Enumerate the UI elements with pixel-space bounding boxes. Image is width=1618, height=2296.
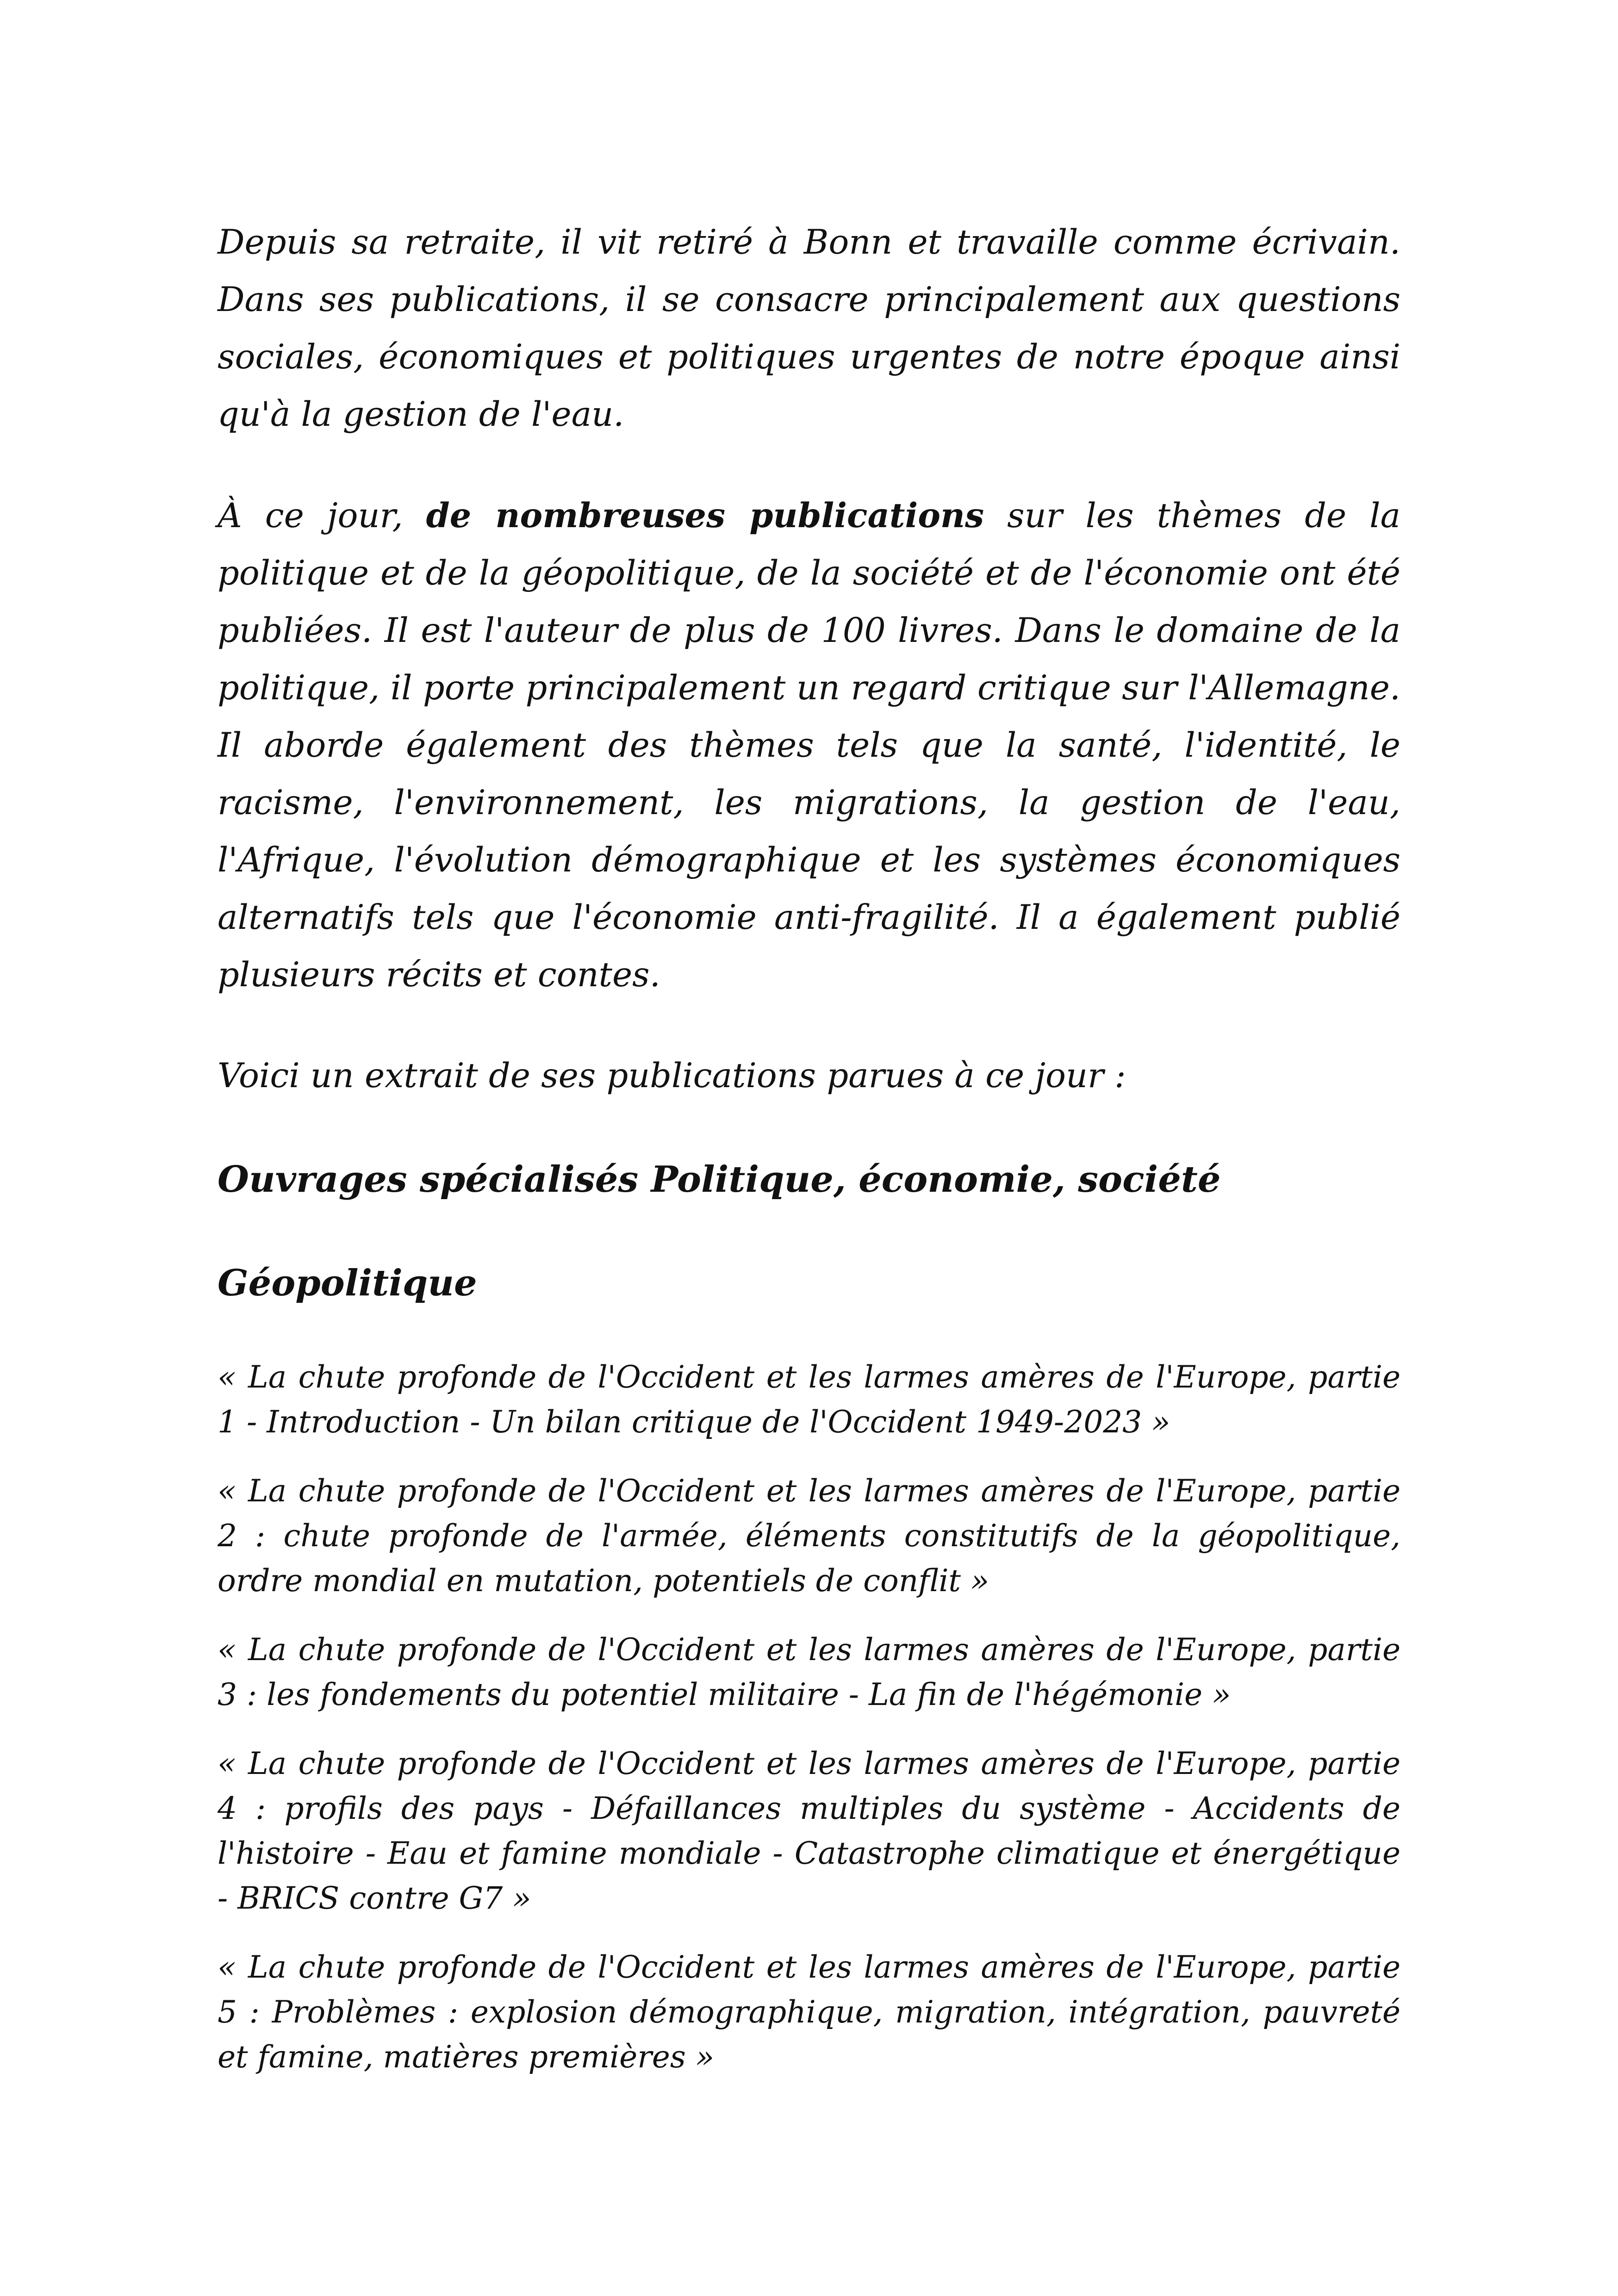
paragraph-publications-rest: sur les thèmes de la politique et de la géopolitique, de la société et de l'économie ont été publiées. Il est l'auteur de plus de 100 livres. Dans le domaine de la politique, il porte principalement un regard critique sur l'Allemagne. Il aborde également des thèmes tels que la santé, l'identité, le racisme, l'environnement, les migrations, la gestion de l'eau, l'Afrique, l'évolution démographique et les systèmes économiques alternatifs tels que l'économie anti-fragilité. Il a également publié plusieurs récits et contes. bbox=[218, 496, 1400, 995]
paragraph-publications-lead: À ce jour, bbox=[218, 496, 426, 535]
document-page bbox=[218, 214, 1400, 2079]
publication-item: « La chute profonde de l'Occident et les larmes amères de l'Europe, partie 1 - Introduction - Un bilan critique de l'Occident 1949-2023 » bbox=[218, 1359, 1400, 1440]
paragraph-publications-bold: de nombreuses publications bbox=[426, 496, 984, 535]
paragraph-extract-intro: Voici un extrait de ses publications parues à ce jour : bbox=[218, 1056, 1126, 1095]
publication-item: « La chute profonde de l'Occident et les larmes amères de l'Europe, partie 2 : chute profonde de l'armée, éléments constitutifs de la géopolitique, ordre mondial en mutation, potentiels de conflit » bbox=[218, 1473, 1400, 1599]
section-heading: Ouvrages spécialisés Politique, économie, société bbox=[218, 1158, 1221, 1201]
publication-item: « La chute profonde de l'Occident et les larmes amères de l'Europe, partie 3 : les fondements du potentiel militaire - La fin de l'hégémonie » bbox=[218, 1632, 1400, 1712]
paragraph-retirement: Depuis sa retraite, il vit retiré à Bonn et travaille comme écrivain. Dans ses publications, il se consacre principalement aux questions sociales, économiques et politiques urgentes de notre époque ainsi qu'à la gestion de l'eau. bbox=[218, 223, 1400, 434]
publication-item: « La chute profonde de l'Occident et les larmes amères de l'Europe, partie 5 : Problèmes : explosion démographique, migration, intégration, pauvreté et famine, matières premières » bbox=[218, 1949, 1400, 2075]
paragraph-publications bbox=[218, 487, 1400, 1004]
subsection-heading: Géopolitique bbox=[218, 1262, 477, 1304]
publication-item: « La chute profonde de l'Occident et les larmes amères de l'Europe, partie 4 : profils des pays - Défaillances multiples du système - Accidents de l'histoire - Eau et famine mondiale - Catastrophe climatique et énergétique - BRICS contre G7 » bbox=[218, 1746, 1400, 1916]
